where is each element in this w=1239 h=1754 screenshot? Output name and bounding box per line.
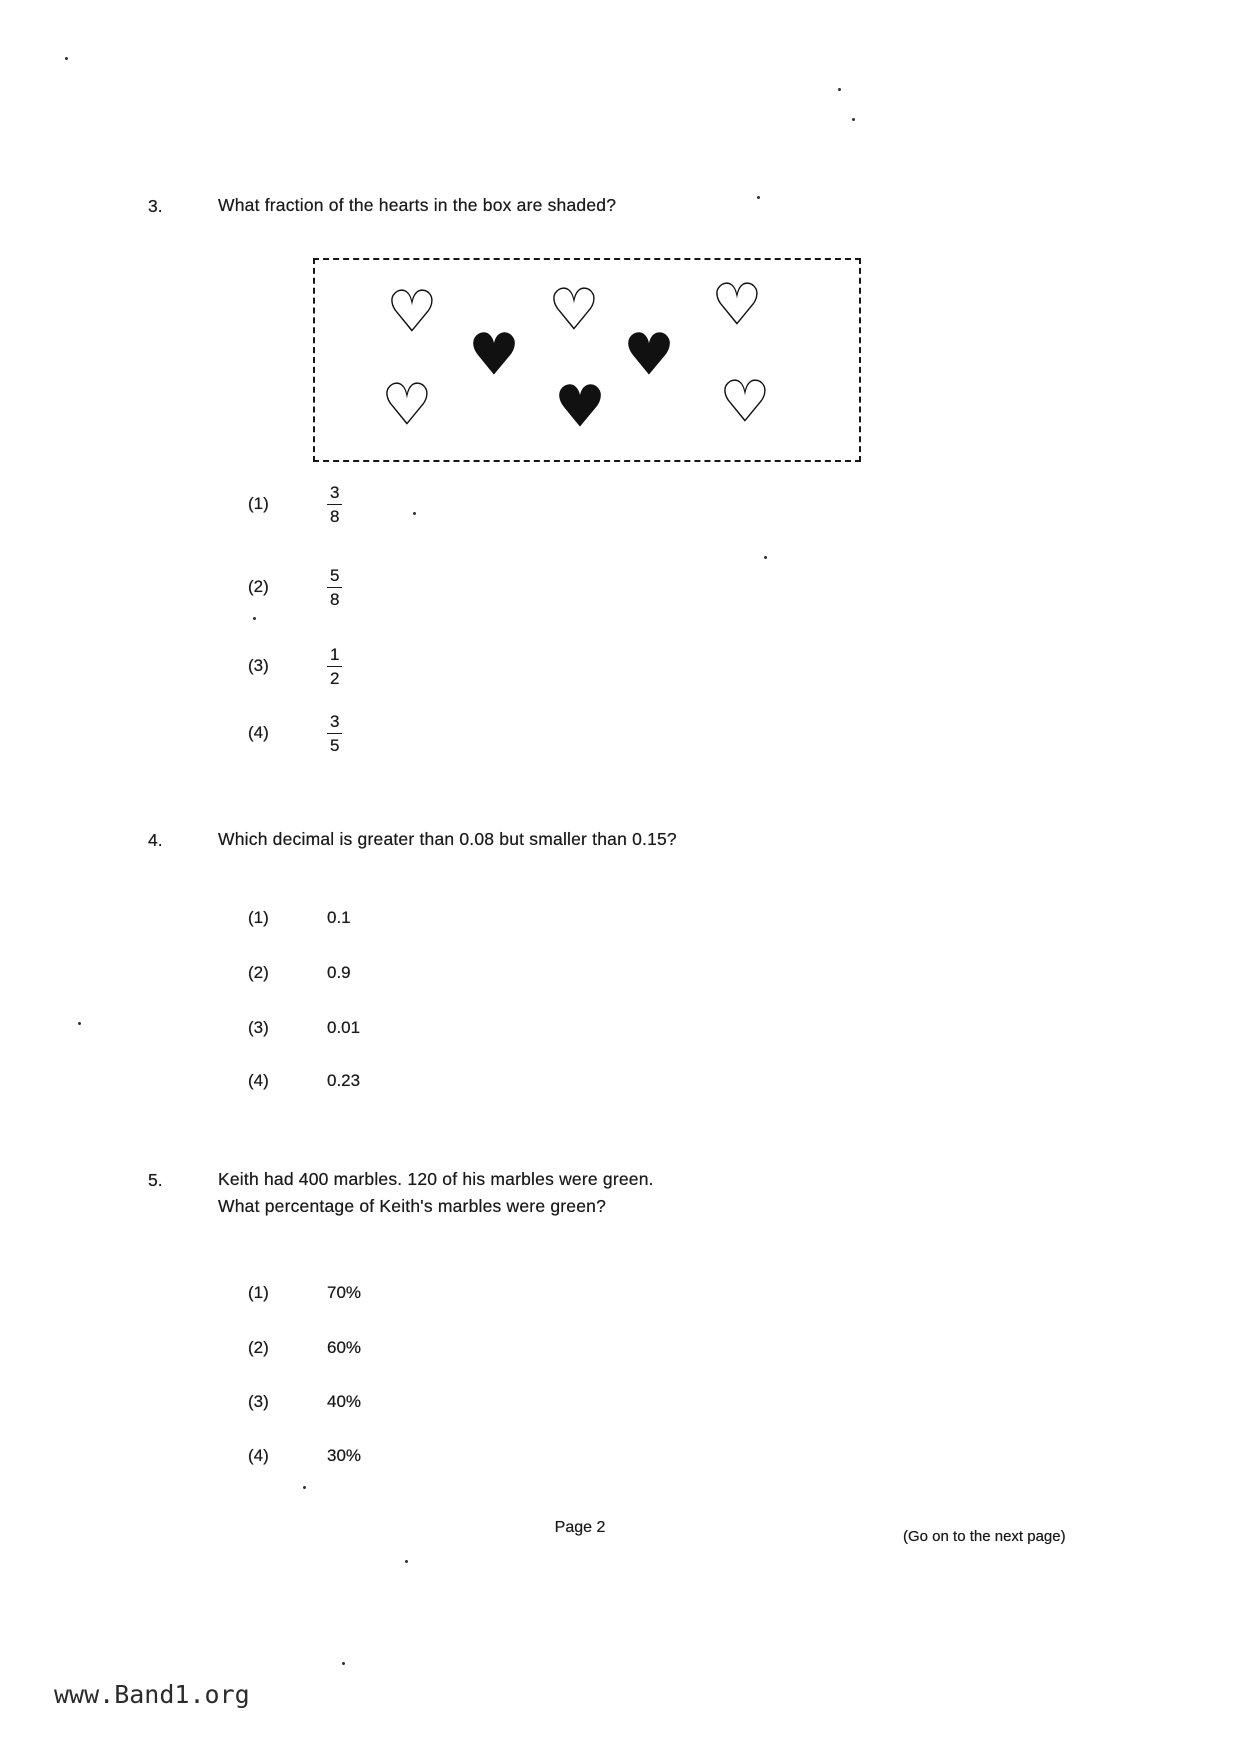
option-label: (4) [248, 1446, 269, 1465]
option-label: (2) [248, 963, 269, 982]
option-label: (4) [248, 1071, 269, 1090]
hearts-figure-box [313, 258, 861, 462]
option-label: (2) [248, 1338, 269, 1357]
option-value: 0.1 [327, 908, 351, 927]
q3-option-2 [248, 566, 342, 609]
question-3-text: What fraction of the hearts in the box are shaded? [218, 195, 617, 215]
scan-speck [838, 88, 841, 91]
option-label: (3) [248, 1018, 269, 1037]
q3-option-4 [248, 712, 342, 755]
scan-speck [303, 1486, 306, 1489]
fraction-denominator: 8 [330, 506, 340, 526]
q5-option-3 [248, 1392, 361, 1412]
q4-option-1 [248, 908, 351, 928]
scan-speck [405, 1560, 408, 1563]
scan-speck [852, 118, 855, 121]
scan-speck [342, 1662, 345, 1665]
question-3-number: 3. [148, 196, 163, 216]
fraction-numerator: 3 [327, 483, 342, 505]
heart-outline-icon: ♡ [711, 270, 763, 339]
option-value: 60% [327, 1338, 362, 1357]
option-value: 0.9 [327, 963, 351, 982]
question-5-text-line2: What percentage of Keith's marbles were green? [218, 1196, 607, 1216]
option-label: (1) [248, 908, 269, 927]
fraction-value [327, 483, 342, 526]
website-watermark: www.Band1.org [54, 1680, 250, 1709]
heart-outline-icon: ♡ [386, 277, 438, 346]
question-4-text: Which decimal is greater than 0.08 but smaller than 0.15? [218, 829, 677, 849]
scan-speck [764, 556, 767, 559]
option-label: (3) [248, 1392, 269, 1411]
scan-speck [413, 512, 416, 515]
option-label: (1) [248, 1283, 269, 1302]
fraction-numerator: 1 [327, 645, 342, 667]
question-5-text-line1: Keith had 400 marbles. 120 of his marbles were green. [218, 1169, 654, 1189]
heart-outline-icon: ♡ [548, 275, 600, 344]
option-value: 0.01 [327, 1018, 361, 1037]
fraction-denominator: 8 [330, 589, 340, 609]
option-label: (1) [248, 494, 269, 513]
q4-option-3 [248, 1018, 360, 1038]
fraction-denominator: 5 [330, 735, 340, 755]
go-to-next-page-note: (Go on to the next page) [903, 1528, 1066, 1545]
fraction-value [327, 566, 342, 609]
q3-option-3 [248, 645, 342, 688]
fraction-numerator: 5 [327, 566, 342, 588]
q5-option-1 [248, 1283, 361, 1303]
heart-shaded-icon: ♥ [623, 320, 675, 389]
option-value: 0.23 [327, 1071, 361, 1090]
page-number-label: Page 2 [554, 1519, 606, 1536]
fraction-value [327, 645, 342, 688]
heart-shaded-icon: ♥ [554, 372, 606, 441]
q5-option-2 [248, 1338, 361, 1358]
option-label: (2) [248, 577, 269, 596]
scan-speck [253, 617, 256, 620]
q4-option-4 [248, 1071, 360, 1091]
fraction-value [327, 712, 342, 755]
q5-option-4 [248, 1446, 361, 1466]
fraction-numerator: 3 [327, 712, 342, 734]
fraction-denominator: 2 [330, 668, 340, 688]
heart-outline-icon: ♡ [381, 370, 433, 439]
q4-option-2 [248, 963, 351, 983]
q3-option-1 [248, 483, 342, 526]
option-value: 70% [327, 1283, 362, 1302]
question-5-number: 5. [148, 1170, 163, 1190]
heart-outline-icon: ♡ [719, 367, 771, 436]
scan-speck [78, 1022, 81, 1025]
heart-shaded-icon: ♥ [468, 320, 520, 389]
option-value: 40% [327, 1392, 362, 1411]
option-value: 30% [327, 1446, 362, 1465]
scan-speck [65, 57, 68, 60]
option-label: (4) [248, 723, 269, 742]
scan-speck [757, 196, 760, 199]
question-4-number: 4. [148, 830, 163, 850]
option-label: (3) [248, 656, 269, 675]
